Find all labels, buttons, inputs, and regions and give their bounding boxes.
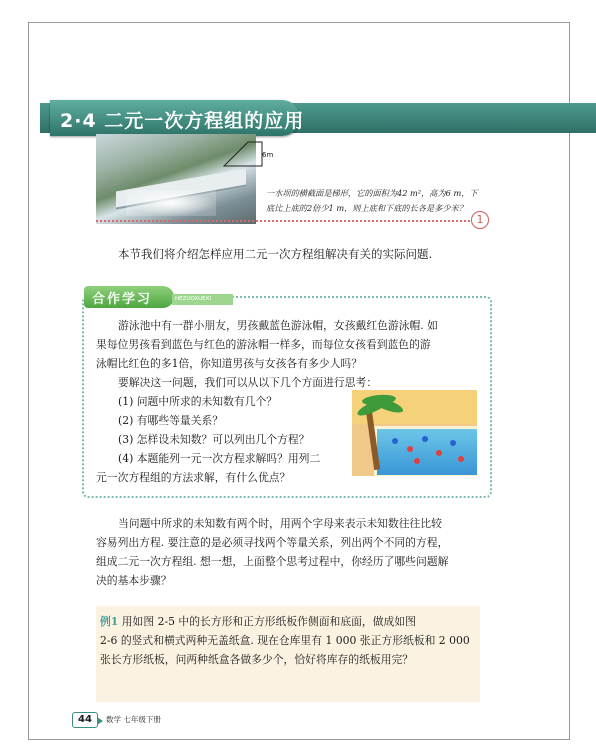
dotted-rule [96,220,470,222]
problem-marker: 1 [471,211,489,229]
example-1 [100,612,484,669]
summary-line: 当问题中所求的未知数有两个时，用两个字母来表示未知数往往比较 [118,517,442,530]
section-title: 2·4 二元一次方程组的应用 [60,110,305,132]
height-label: 6m [262,151,274,159]
problem-1-text [266,186,478,216]
example-text: 用如图 2-5 中的长方形和正方形纸板作侧面和底面，做成如图 [121,615,416,628]
summary-text [96,514,486,590]
example-line: 2-6 的竖式和横式两种无盖纸盒. 现在仓库里有 1 000 张正方形纸板和 2 000 [100,634,470,647]
coop-line: (3) 怎样设未知数？可以列出几个方程？ [118,433,310,446]
coop-pinyin: HEZUOXUEXI [172,294,233,305]
summary-line: 决的基本步骤？ [96,574,172,587]
swimmer-girl [414,458,420,464]
footer-arrow-icon [97,717,103,725]
summary-line: 组成二元一次方程组. 想一想，上面整个思考过程中，你经历了哪些问题解 [96,555,449,568]
intro-text: 本节我们将介绍怎样应用二元一次方程组解决有关的实际问题. [118,247,433,261]
swimmer-girl [458,456,464,462]
page-number: 44 [72,712,98,728]
coop-line: 元一次方程组的方法求解，有什么优点？ [96,471,291,484]
swimmer-boy [422,436,428,442]
example-label: 例1 [100,615,119,628]
coop-line: (4) 本题能列一元一次方程求解吗？用列二 [118,452,321,465]
summary-line: 容易列出方程. 要注意的是必须寻找两个等量关系，列出两个不同的方程， [96,536,449,549]
swimmer-girl [436,450,442,456]
coop-label: 合作学习 [92,292,153,307]
trapezoid-shape [224,142,262,166]
swimming-pool-picture [352,390,477,476]
book-title: 数学 七年级下册 [106,715,161,724]
problem-line: 底比上底的2倍少1 m，则上底和下底的长各是多少米？ [266,203,467,213]
example-line: 张长方形纸板，问两种纸盒各做多少个，恰好将库存的纸板用完？ [100,653,414,666]
pool-water [374,426,477,476]
swimmer-boy [392,438,398,444]
swimmer-boy [450,440,456,446]
coop-line: 果每位男孩看到蓝色与红色的游泳帽一样多，而每位女孩看到蓝色的游 [96,338,431,351]
coop-line: (2) 有哪些等量关系？ [118,414,224,427]
coop-line: (1) 问题中所求的未知数有几个？ [118,395,278,408]
problem-line: 一水坝的横截面是梯形，它的面积为42 m²，高为6 m，下 [266,188,478,198]
swimmer-girl [407,446,413,452]
water-spray [126,190,216,216]
coop-line: 游泳池中有一群小朋友，男孩戴蓝色游泳帽，女孩戴红色游泳帽. 如 [118,319,438,332]
example-line [100,612,484,631]
coop-line: 要解决这一问题，我们可以从以下几个方面进行思考： [118,376,378,389]
coop-line: 泳帽比红色的多1倍，你知道男孩与女孩各有多少人吗？ [96,357,362,370]
